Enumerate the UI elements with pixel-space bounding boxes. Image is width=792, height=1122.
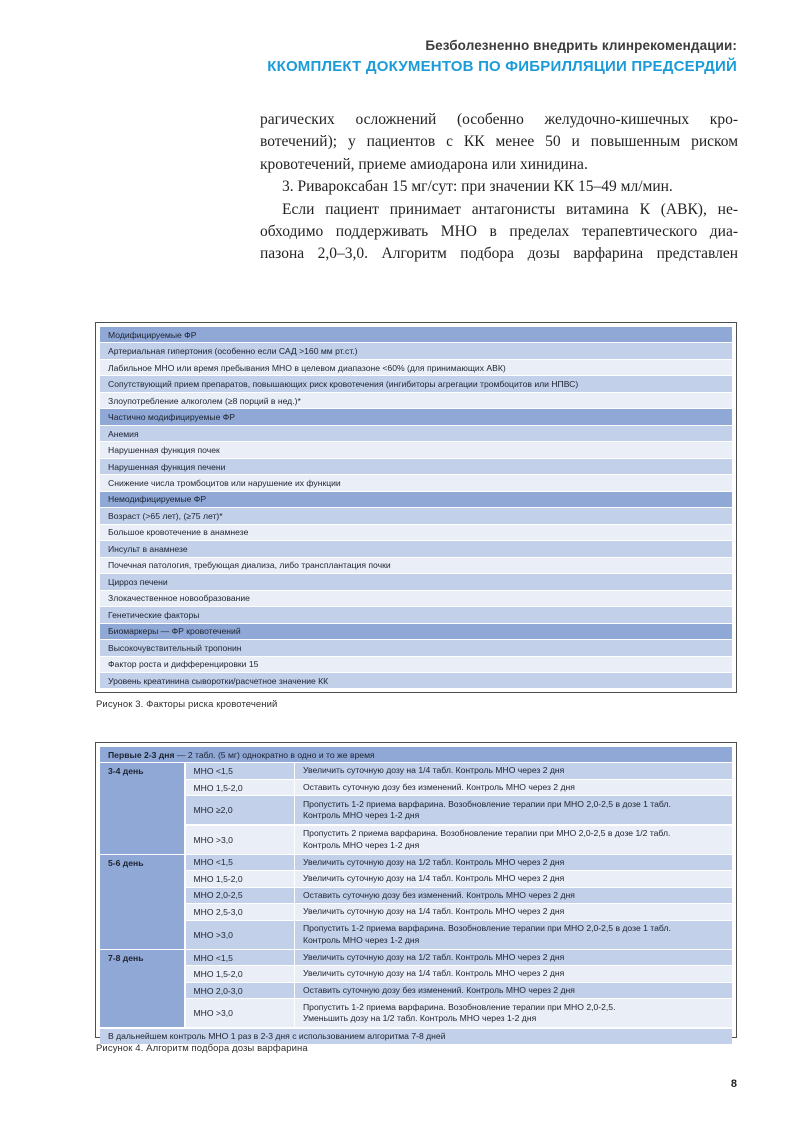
mno-rule-row xyxy=(186,950,733,965)
mno-rule-row xyxy=(186,796,733,824)
risk-factor-row: Цирроз печени xyxy=(100,574,732,589)
header-line-1: Безболезненно внедрить клинрекомендации: xyxy=(425,38,737,53)
action-line: Пропустить 2 приема варфарина. Возобновление терапии при МНО 2,0-2,5 в дозе 1/2 табл. xyxy=(303,828,671,839)
body-text-line: вотечений); у пациентов с КК менее 50 и повышенным риском xyxy=(260,133,738,151)
day-rows xyxy=(186,855,733,949)
body-text-line: Если пациент принимает антагонисты витамина К (АВК), не- xyxy=(282,200,738,218)
risk-factor-row: Злоупотребление алкоголем (≥8 порций в нед.)* xyxy=(100,393,732,408)
risk-factor-row: Почечная патология, требующая диализа, либо трансплантация почки xyxy=(100,558,732,573)
mno-rule-row xyxy=(186,826,733,854)
risk-factor-row: Злокачественное новообразование xyxy=(100,591,732,606)
day-label-cell: 7-8 день xyxy=(100,950,184,1027)
action-line: Увеличить суточную дозу на 1/4 табл. Контроль МНО через 2 дня xyxy=(303,873,565,884)
action-line: Увеличить суточную дозу на 1/2 табл. Контроль МНО через 2 дня xyxy=(303,951,565,962)
risk-factor-row: Снижение числа тромбоцитов или нарушение их функции xyxy=(100,475,732,490)
warfarin-table-header-rest: — 2 табл. (5 мг) однократно в одно и то же время xyxy=(174,749,375,760)
mno-range-cell: МНО >3,0 xyxy=(186,826,294,854)
mno-range-cell: МНО <1,5 xyxy=(186,950,294,965)
risk-factor-row: Лабильное МНО или время пребывания МНО в целевом диапазоне <60% (для принимающих АВК) xyxy=(100,360,732,375)
page-number: 8 xyxy=(730,1078,737,1090)
risk-factor-row: Генетические факторы xyxy=(100,607,732,622)
action-line: Увеличить суточную дозу на 1/4 табл. Контроль МНО через 2 дня xyxy=(303,968,565,979)
action-cell xyxy=(295,904,732,919)
risk-factor-row: Фактор роста и дифференцировки 15 xyxy=(100,657,732,672)
action-cell xyxy=(295,763,732,778)
risk-factor-row: Нарушенная функция почек xyxy=(100,442,732,457)
mno-range-cell: МНО <1,5 xyxy=(186,855,294,870)
day-label-cell: 3-4 день xyxy=(100,763,184,853)
figure4-caption: Рисунок 4. Алгоритм подбора дозы варфарина xyxy=(96,1043,308,1054)
doc-header xyxy=(267,38,737,77)
body-text-line: обходимо поддерживать МНО в пределах терапевтического диа- xyxy=(260,222,738,240)
mno-range-cell: МНО 1,5-2,0 xyxy=(186,871,294,886)
risk-factor-row: Нарушенная функция печени xyxy=(100,459,732,474)
day-rows xyxy=(186,763,733,853)
warfarin-day-section xyxy=(100,855,732,949)
risk-factor-row: Инсульт в анамнезе xyxy=(100,541,732,556)
action-line: Увеличить суточную дозу на 1/4 табл. Контроль МНО через 2 дня xyxy=(303,765,565,776)
body-text-line: пазона 2,0–3,0. Алгоритм подбора дозы варфарина представлен xyxy=(260,245,738,263)
day-label-cell: 5-6 день xyxy=(100,855,184,949)
action-cell xyxy=(295,950,732,965)
risk-factor-section-row: Модифицируемые ФР xyxy=(100,327,732,342)
mno-rule-row xyxy=(186,904,733,919)
action-line: Пропустить 1-2 приема варфарина. Возобновление терапии при МНО 2,0-2,5 в дозе 1 табл. xyxy=(303,798,671,809)
risk-factor-section-row: Немодифицируемые ФР xyxy=(100,492,732,507)
mno-rule-row xyxy=(186,780,733,795)
mno-range-cell: МНО <1,5 xyxy=(186,763,294,778)
action-line: Увеличить суточную дозу на 1/2 табл. Контроль МНО через 2 дня xyxy=(303,856,565,867)
mno-rule-row xyxy=(186,921,733,949)
risk-factor-row: Уровень креатинина сыворотки/расчетное значение КК xyxy=(100,673,732,688)
mno-range-cell: МНО 1,5-2,0 xyxy=(186,780,294,795)
figure3-table-bleeding-risk-factors xyxy=(95,322,737,693)
action-line: Пропустить 1-2 приема варфарина. Возобновление терапии при МНО 2,0-2,5. xyxy=(303,1001,616,1012)
action-line: Контроль МНО через 1-2 дня xyxy=(303,839,420,850)
risk-factor-row: Высокочувствительный тропонин xyxy=(100,640,732,655)
warfarin-table-header-row xyxy=(100,747,732,762)
mno-range-cell: МНО 2,5-3,0 xyxy=(186,904,294,919)
risk-factor-row: Возраст (>65 лет), (≥75 лет)* xyxy=(100,508,732,523)
figure3-caption: Рисунок 3. Факторы риска кровотечений xyxy=(96,699,278,710)
risk-factor-row: Сопутствующий прием препаратов, повышающих риск кровотечения (ингибиторы агрегации тромбоцитов или НПВС) xyxy=(100,376,732,391)
action-line: Контроль МНО через 1-2 дня xyxy=(303,810,420,821)
action-cell xyxy=(295,871,732,886)
warfarin-day-section xyxy=(100,763,732,853)
action-cell xyxy=(295,999,732,1027)
risk-factor-section-row: Биомаркеры — ФР кровотечений xyxy=(100,624,732,639)
mno-rule-row xyxy=(186,763,733,778)
body-text-line: рагических осложнений (особенно желудочно-кишечных кро- xyxy=(260,111,738,128)
action-line: Контроль МНО через 1-2 дня xyxy=(303,934,420,945)
mno-range-cell: МНО 1,5-2,0 xyxy=(186,966,294,981)
warfarin-dose-table xyxy=(100,747,732,1044)
action-line: Пропустить 1-2 приема варфарина. Возобновление терапии при МНО 2,0-2,5 в дозе 1 табл. xyxy=(303,923,671,934)
mno-rule-row xyxy=(186,983,733,998)
mno-rule-row xyxy=(186,888,733,903)
action-cell xyxy=(295,983,732,998)
action-cell xyxy=(295,780,732,795)
body-text-line: кровотечений, приеме амиодарона или хинидина. xyxy=(260,155,588,173)
risk-factor-section-row: Частично модифицируемые ФР xyxy=(100,409,732,424)
mno-range-cell: МНО >3,0 xyxy=(186,921,294,949)
mno-rule-row xyxy=(186,999,733,1027)
action-line: Оставить суточную дозу без изменений. Контроль МНО через 2 дня xyxy=(303,984,575,995)
action-line: Увеличить суточную дозу на 1/4 табл. Контроль МНО через 2 дня xyxy=(303,906,565,917)
mno-rule-row xyxy=(186,871,733,886)
day-rows xyxy=(186,950,733,1027)
warfarin-day-section xyxy=(100,950,732,1027)
action-line: Оставить суточную дозу без изменений. Контроль МНО через 2 дня xyxy=(303,781,575,792)
risk-factor-row: Артериальная гипертония (особенно если САД >160 мм рт.ст.) xyxy=(100,343,732,358)
mno-rule-row xyxy=(186,855,733,870)
mno-range-cell: МНО >3,0 xyxy=(186,999,294,1027)
header-line-2: ККОМПЛЕКТ ДОКУМЕНТОВ ПО ФИБРИЛЛЯЦИИ ПРЕДСЕРДИЙ xyxy=(267,57,737,75)
risk-factor-row: Анемия xyxy=(100,426,732,441)
action-cell xyxy=(295,796,732,824)
action-line: Уменьшить дозу на 1/2 табл. Контроль МНО через 1-2 дня xyxy=(303,1013,537,1024)
action-cell xyxy=(295,966,732,981)
warfarin-table-footer-row: В дальнейшем контроль МНО 1 раз в 2-3 дня с использованием алгоритма 7-8 дней xyxy=(100,1029,732,1044)
warfarin-table-header-bold: Первые 2-3 дня xyxy=(108,749,175,760)
action-line: Оставить суточную дозу без изменений. Контроль МНО через 2 дня xyxy=(303,889,575,900)
risk-factor-row: Большое кровотечение в анамнезе xyxy=(100,525,732,540)
action-cell xyxy=(295,826,732,854)
action-cell xyxy=(295,921,732,949)
body-text-line: 3. Ривароксабан 15 мг/сут: при значении КК 15–49 мл/мин. xyxy=(282,178,673,196)
action-cell xyxy=(295,855,732,870)
figure4-table-warfarin-dose-algorithm xyxy=(95,742,737,1042)
body-paragraphs xyxy=(260,109,738,266)
mno-range-cell: МНО ≥2,0 xyxy=(186,796,294,824)
mno-rule-row xyxy=(186,966,733,981)
mno-range-cell: МНО 2,0-2,5 xyxy=(186,888,294,903)
mno-range-cell: МНО 2,0-3,0 xyxy=(186,983,294,998)
action-cell xyxy=(295,888,732,903)
